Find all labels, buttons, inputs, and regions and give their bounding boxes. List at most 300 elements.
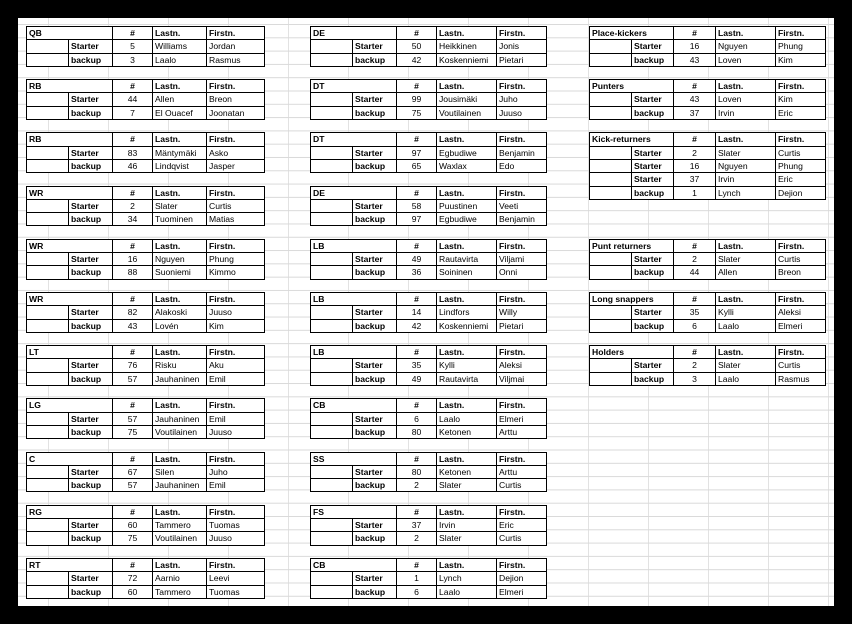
lastname-header[interactable]: Lastn. (153, 452, 207, 465)
firstname-cell[interactable]: Benjamin (497, 146, 547, 159)
position-label[interactable]: WR (27, 293, 113, 306)
empty-cell[interactable] (590, 106, 632, 119)
lastname-cell[interactable]: Nguyen (716, 159, 776, 172)
firstname-header[interactable]: Firstn. (207, 346, 265, 359)
role-cell[interactable]: Starter (632, 253, 674, 266)
lastname-header[interactable]: Lastn. (437, 452, 497, 465)
jersey-number-cell[interactable]: 42 (397, 319, 437, 332)
lastname-cell[interactable]: Laalo (437, 412, 497, 425)
number-header[interactable]: # (113, 399, 153, 412)
firstname-cell[interactable]: Eric (497, 519, 547, 532)
position-label[interactable]: RG (27, 505, 113, 518)
firstname-cell[interactable]: Jordan (207, 40, 265, 53)
firstname-header[interactable]: Firstn. (207, 505, 265, 518)
firstname-cell[interactable]: Emil (207, 412, 265, 425)
lastname-cell[interactable]: Slater (716, 253, 776, 266)
position-label[interactable]: CB (311, 559, 397, 572)
lastname-cell[interactable]: Slater (153, 199, 207, 212)
number-header[interactable]: # (113, 27, 153, 40)
number-header[interactable]: # (113, 452, 153, 465)
position-label[interactable]: RB (27, 133, 113, 146)
role-cell[interactable]: backup (353, 106, 397, 119)
jersey-number-cell[interactable]: 97 (397, 146, 437, 159)
lastname-cell[interactable]: Loven (716, 53, 776, 66)
jersey-number-cell[interactable]: 2 (674, 359, 716, 372)
lastname-cell[interactable]: Allen (153, 93, 207, 106)
lastname-cell[interactable]: Jauhaninen (153, 479, 207, 492)
empty-cell[interactable] (27, 159, 69, 172)
lastname-cell[interactable]: Tammero (153, 519, 207, 532)
position-label[interactable]: Punt returners (590, 239, 674, 252)
firstname-header[interactable]: Firstn. (207, 452, 265, 465)
lastname-cell[interactable]: Laalo (153, 53, 207, 66)
firstname-cell[interactable]: Onni (497, 266, 547, 279)
empty-cell[interactable] (590, 359, 632, 372)
firstname-cell[interactable]: Phung (776, 40, 826, 53)
firstname-cell[interactable]: Curtis (776, 146, 826, 159)
position-label[interactable]: WR (27, 186, 113, 199)
jersey-number-cell[interactable]: 36 (397, 266, 437, 279)
lastname-cell[interactable]: Nguyen (153, 253, 207, 266)
lastname-cell[interactable]: Loven (716, 93, 776, 106)
empty-cell[interactable] (27, 266, 69, 279)
jersey-number-cell[interactable]: 57 (113, 412, 153, 425)
jersey-number-cell[interactable]: 16 (113, 253, 153, 266)
lastname-cell[interactable]: Alakoski (153, 306, 207, 319)
firstname-header[interactable]: Firstn. (497, 505, 547, 518)
role-cell[interactable]: backup (632, 186, 674, 199)
number-header[interactable]: # (113, 559, 153, 572)
lastname-cell[interactable]: Irvin (437, 519, 497, 532)
jersey-number-cell[interactable]: 16 (674, 159, 716, 172)
empty-cell[interactable] (590, 319, 632, 332)
lastname-header[interactable]: Lastn. (153, 559, 207, 572)
jersey-number-cell[interactable]: 58 (397, 199, 437, 212)
lastname-cell[interactable]: Slater (716, 146, 776, 159)
number-header[interactable]: # (397, 346, 437, 359)
firstname-cell[interactable]: Juuso (207, 425, 265, 438)
firstname-header[interactable]: Firstn. (207, 239, 265, 252)
role-cell[interactable]: backup (632, 106, 674, 119)
firstname-cell[interactable]: Breon (776, 266, 826, 279)
jersey-number-cell[interactable]: 2 (674, 253, 716, 266)
jersey-number-cell[interactable]: 1 (397, 572, 437, 585)
empty-cell[interactable] (311, 572, 353, 585)
position-label[interactable]: LT (27, 346, 113, 359)
lastname-header[interactable]: Lastn. (437, 346, 497, 359)
lastname-header[interactable]: Lastn. (716, 80, 776, 93)
position-label[interactable]: Holders (590, 346, 674, 359)
empty-cell[interactable] (27, 53, 69, 66)
role-cell[interactable]: backup (69, 53, 113, 66)
role-cell[interactable]: backup (632, 53, 674, 66)
empty-cell[interactable] (590, 159, 632, 172)
jersey-number-cell[interactable]: 42 (397, 53, 437, 66)
lastname-header[interactable]: Lastn. (716, 27, 776, 40)
empty-cell[interactable] (27, 253, 69, 266)
jersey-number-cell[interactable]: 83 (113, 146, 153, 159)
position-label[interactable]: LG (27, 399, 113, 412)
jersey-number-cell[interactable]: 2 (397, 479, 437, 492)
lastname-cell[interactable]: Lindqvist (153, 159, 207, 172)
empty-cell[interactable] (311, 519, 353, 532)
role-cell[interactable]: backup (353, 425, 397, 438)
number-header[interactable]: # (674, 239, 716, 252)
lastname-cell[interactable]: Jauhaninen (153, 372, 207, 385)
firstname-cell[interactable]: Asko (207, 146, 265, 159)
jersey-number-cell[interactable]: 57 (113, 479, 153, 492)
role-cell[interactable]: Starter (353, 93, 397, 106)
empty-cell[interactable] (311, 532, 353, 545)
role-cell[interactable]: Starter (69, 199, 113, 212)
number-header[interactable]: # (397, 133, 437, 146)
firstname-header[interactable]: Firstn. (207, 293, 265, 306)
lastname-header[interactable]: Lastn. (437, 80, 497, 93)
role-cell[interactable]: backup (353, 372, 397, 385)
empty-cell[interactable] (311, 93, 353, 106)
empty-cell[interactable] (590, 40, 632, 53)
number-header[interactable]: # (397, 399, 437, 412)
lastname-cell[interactable]: Ketonen (437, 465, 497, 478)
firstname-cell[interactable]: Kimmo (207, 266, 265, 279)
role-cell[interactable]: backup (69, 532, 113, 545)
empty-cell[interactable] (590, 146, 632, 159)
firstname-cell[interactable]: Tuomas (207, 585, 265, 598)
firstname-cell[interactable]: Dejion (776, 186, 826, 199)
jersey-number-cell[interactable]: 6 (397, 585, 437, 598)
jersey-number-cell[interactable]: 3 (113, 53, 153, 66)
lastname-cell[interactable]: Slater (716, 359, 776, 372)
firstname-cell[interactable]: Juho (207, 465, 265, 478)
lastname-header[interactable]: Lastn. (153, 27, 207, 40)
firstname-header[interactable]: Firstn. (497, 80, 547, 93)
empty-cell[interactable] (590, 93, 632, 106)
number-header[interactable]: # (674, 346, 716, 359)
role-cell[interactable]: Starter (632, 306, 674, 319)
firstname-cell[interactable]: Edo (497, 159, 547, 172)
role-cell[interactable]: backup (69, 266, 113, 279)
lastname-cell[interactable]: Lindfors (437, 306, 497, 319)
firstname-cell[interactable]: Phung (776, 159, 826, 172)
role-cell[interactable]: backup (69, 425, 113, 438)
empty-cell[interactable] (311, 359, 353, 372)
jersey-number-cell[interactable]: 75 (397, 106, 437, 119)
position-label[interactable]: RB (27, 80, 113, 93)
jersey-number-cell[interactable]: 37 (674, 106, 716, 119)
firstname-header[interactable]: Firstn. (497, 186, 547, 199)
position-label[interactable]: CB (311, 399, 397, 412)
jersey-number-cell[interactable]: 60 (113, 585, 153, 598)
position-label[interactable]: DE (311, 186, 397, 199)
role-cell[interactable]: Starter (632, 40, 674, 53)
role-cell[interactable]: Starter (632, 146, 674, 159)
lastname-cell[interactable]: Puustinen (437, 199, 497, 212)
empty-cell[interactable] (590, 266, 632, 279)
role-cell[interactable]: backup (353, 213, 397, 226)
firstname-header[interactable]: Firstn. (207, 559, 265, 572)
firstname-header[interactable]: Firstn. (776, 293, 826, 306)
lastname-cell[interactable]: Waxlax (437, 159, 497, 172)
lastname-cell[interactable]: Heikkinen (437, 40, 497, 53)
lastname-header[interactable]: Lastn. (437, 505, 497, 518)
firstname-cell[interactable]: Arttu (497, 465, 547, 478)
lastname-cell[interactable]: Laalo (716, 372, 776, 385)
role-cell[interactable]: Starter (69, 40, 113, 53)
number-header[interactable]: # (674, 133, 716, 146)
firstname-cell[interactable]: Benjamin (497, 213, 547, 226)
role-cell[interactable]: Starter (632, 159, 674, 172)
empty-cell[interactable] (27, 359, 69, 372)
lastname-cell[interactable]: Tuominen (153, 213, 207, 226)
firstname-header[interactable]: Firstn. (776, 133, 826, 146)
role-cell[interactable]: Starter (353, 572, 397, 585)
firstname-header[interactable]: Firstn. (207, 399, 265, 412)
jersey-number-cell[interactable]: 6 (397, 412, 437, 425)
firstname-cell[interactable]: Willy (497, 306, 547, 319)
lastname-header[interactable]: Lastn. (716, 239, 776, 252)
jersey-number-cell[interactable]: 5 (113, 40, 153, 53)
firstname-header[interactable]: Firstn. (497, 293, 547, 306)
empty-cell[interactable] (311, 253, 353, 266)
lastname-cell[interactable]: Egbudiwe (437, 146, 497, 159)
role-cell[interactable]: backup (69, 319, 113, 332)
lastname-cell[interactable]: Jauhaninen (153, 412, 207, 425)
jersey-number-cell[interactable]: 37 (674, 173, 716, 186)
empty-cell[interactable] (311, 412, 353, 425)
empty-cell[interactable] (27, 532, 69, 545)
role-cell[interactable]: backup (353, 159, 397, 172)
number-header[interactable]: # (397, 452, 437, 465)
lastname-cell[interactable]: Irvin (716, 173, 776, 186)
firstname-cell[interactable]: Kim (776, 93, 826, 106)
role-cell[interactable]: Starter (353, 306, 397, 319)
role-cell[interactable]: backup (353, 53, 397, 66)
empty-cell[interactable] (311, 266, 353, 279)
firstname-cell[interactable]: Juuso (207, 306, 265, 319)
position-label[interactable]: LB (311, 346, 397, 359)
number-header[interactable]: # (113, 80, 153, 93)
jersey-number-cell[interactable]: 43 (674, 53, 716, 66)
empty-cell[interactable] (27, 106, 69, 119)
jersey-number-cell[interactable]: 35 (397, 359, 437, 372)
number-header[interactable]: # (397, 80, 437, 93)
role-cell[interactable]: backup (353, 532, 397, 545)
lastname-header[interactable]: Lastn. (153, 346, 207, 359)
lastname-cell[interactable]: Allen (716, 266, 776, 279)
jersey-number-cell[interactable]: 60 (113, 519, 153, 532)
role-cell[interactable]: backup (632, 372, 674, 385)
firstname-cell[interactable]: Emil (207, 479, 265, 492)
jersey-number-cell[interactable]: 16 (674, 40, 716, 53)
jersey-number-cell[interactable]: 80 (397, 425, 437, 438)
firstname-cell[interactable]: Pietari (497, 53, 547, 66)
jersey-number-cell[interactable]: 14 (397, 306, 437, 319)
lastname-cell[interactable]: Lovén (153, 319, 207, 332)
lastname-cell[interactable]: Laalo (437, 585, 497, 598)
firstname-cell[interactable]: Rasmus (207, 53, 265, 66)
jersey-number-cell[interactable]: 44 (113, 93, 153, 106)
jersey-number-cell[interactable]: 46 (113, 159, 153, 172)
lastname-header[interactable]: Lastn. (437, 186, 497, 199)
empty-cell[interactable] (311, 40, 353, 53)
firstname-cell[interactable]: Juuso (497, 106, 547, 119)
firstname-cell[interactable]: Curtis (776, 253, 826, 266)
firstname-cell[interactable]: Viljmai (497, 372, 547, 385)
empty-cell[interactable] (590, 186, 632, 199)
number-header[interactable]: # (113, 293, 153, 306)
role-cell[interactable]: backup (69, 479, 113, 492)
empty-cell[interactable] (590, 173, 632, 186)
empty-cell[interactable] (311, 146, 353, 159)
jersey-number-cell[interactable]: 82 (113, 306, 153, 319)
firstname-header[interactable]: Firstn. (776, 346, 826, 359)
firstname-header[interactable]: Firstn. (497, 559, 547, 572)
jersey-number-cell[interactable]: 80 (397, 465, 437, 478)
jersey-number-cell[interactable]: 97 (397, 213, 437, 226)
firstname-cell[interactable]: Aleksi (776, 306, 826, 319)
role-cell[interactable]: Starter (69, 93, 113, 106)
jersey-number-cell[interactable]: 35 (674, 306, 716, 319)
position-label[interactable]: Long snappers (590, 293, 674, 306)
position-label[interactable]: DT (311, 80, 397, 93)
empty-cell[interactable] (27, 372, 69, 385)
number-header[interactable]: # (674, 293, 716, 306)
empty-cell[interactable] (311, 585, 353, 598)
lastname-cell[interactable]: Laalo (716, 319, 776, 332)
lastname-cell[interactable]: Risku (153, 359, 207, 372)
role-cell[interactable]: Starter (632, 359, 674, 372)
number-header[interactable]: # (397, 559, 437, 572)
empty-cell[interactable] (311, 479, 353, 492)
lastname-cell[interactable]: Rautavirta (437, 253, 497, 266)
position-label[interactable]: Place-kickers (590, 27, 674, 40)
firstname-cell[interactable]: Jonis (497, 40, 547, 53)
empty-cell[interactable] (311, 425, 353, 438)
firstname-cell[interactable]: Eric (776, 173, 826, 186)
lastname-header[interactable]: Lastn. (153, 80, 207, 93)
lastname-cell[interactable]: Kylli (716, 306, 776, 319)
number-header[interactable]: # (113, 133, 153, 146)
lastname-header[interactable]: Lastn. (153, 186, 207, 199)
lastname-cell[interactable]: Rautavirta (437, 372, 497, 385)
jersey-number-cell[interactable]: 2 (113, 199, 153, 212)
firstname-cell[interactable]: Phung (207, 253, 265, 266)
firstname-header[interactable]: Firstn. (776, 27, 826, 40)
firstname-cell[interactable]: Kim (776, 53, 826, 66)
empty-cell[interactable] (590, 53, 632, 66)
role-cell[interactable]: backup (69, 585, 113, 598)
role-cell[interactable]: backup (353, 319, 397, 332)
role-cell[interactable]: backup (69, 213, 113, 226)
role-cell[interactable]: backup (69, 106, 113, 119)
lastname-header[interactable]: Lastn. (437, 293, 497, 306)
jersey-number-cell[interactable]: 1 (674, 186, 716, 199)
firstname-cell[interactable]: Curtis (207, 199, 265, 212)
lastname-header[interactable]: Lastn. (716, 346, 776, 359)
jersey-number-cell[interactable]: 99 (397, 93, 437, 106)
firstname-header[interactable]: Firstn. (776, 239, 826, 252)
lastname-header[interactable]: Lastn. (153, 133, 207, 146)
firstname-cell[interactable]: Eric (776, 106, 826, 119)
empty-cell[interactable] (27, 199, 69, 212)
firstname-cell[interactable]: Elmeri (776, 319, 826, 332)
role-cell[interactable]: Starter (353, 465, 397, 478)
number-header[interactable]: # (674, 80, 716, 93)
jersey-number-cell[interactable]: 76 (113, 359, 153, 372)
role-cell[interactable]: Starter (632, 93, 674, 106)
lastname-cell[interactable]: Koskenniemi (437, 53, 497, 66)
lastname-header[interactable]: Lastn. (716, 133, 776, 146)
empty-cell[interactable] (311, 106, 353, 119)
firstname-cell[interactable]: Curtis (497, 532, 547, 545)
lastname-cell[interactable]: Voutilainen (437, 106, 497, 119)
empty-cell[interactable] (311, 372, 353, 385)
lastname-cell[interactable]: Voutilainen (153, 425, 207, 438)
position-label[interactable]: FS (311, 505, 397, 518)
role-cell[interactable]: Starter (353, 359, 397, 372)
lastname-cell[interactable]: Nguyen (716, 40, 776, 53)
role-cell[interactable]: Starter (69, 465, 113, 478)
lastname-cell[interactable]: Suoniemi (153, 266, 207, 279)
lastname-cell[interactable]: Voutilainen (153, 532, 207, 545)
firstname-cell[interactable]: Pietari (497, 319, 547, 332)
lastname-cell[interactable]: Lynch (437, 572, 497, 585)
lastname-cell[interactable]: Lynch (716, 186, 776, 199)
empty-cell[interactable] (311, 199, 353, 212)
empty-cell[interactable] (311, 306, 353, 319)
role-cell[interactable]: backup (69, 159, 113, 172)
role-cell[interactable]: backup (353, 266, 397, 279)
lastname-cell[interactable]: Ketonen (437, 425, 497, 438)
jersey-number-cell[interactable]: 57 (113, 372, 153, 385)
empty-cell[interactable] (27, 465, 69, 478)
firstname-cell[interactable]: Arttu (497, 425, 547, 438)
jersey-number-cell[interactable]: 43 (674, 93, 716, 106)
role-cell[interactable]: Starter (353, 253, 397, 266)
empty-cell[interactable] (311, 213, 353, 226)
number-header[interactable]: # (113, 239, 153, 252)
role-cell[interactable]: backup (69, 372, 113, 385)
position-label[interactable]: LB (311, 239, 397, 252)
empty-cell[interactable] (590, 306, 632, 319)
role-cell[interactable]: Starter (353, 40, 397, 53)
empty-cell[interactable] (27, 319, 69, 332)
jersey-number-cell[interactable]: 44 (674, 266, 716, 279)
lastname-header[interactable]: Lastn. (153, 293, 207, 306)
jersey-number-cell[interactable]: 2 (674, 146, 716, 159)
number-header[interactable]: # (397, 239, 437, 252)
lastname-header[interactable]: Lastn. (437, 133, 497, 146)
position-label[interactable]: QB (27, 27, 113, 40)
firstname-cell[interactable]: Veeti (497, 199, 547, 212)
empty-cell[interactable] (27, 519, 69, 532)
empty-cell[interactable] (590, 372, 632, 385)
position-label[interactable]: DE (311, 27, 397, 40)
lastname-header[interactable]: Lastn. (437, 239, 497, 252)
role-cell[interactable]: Starter (69, 359, 113, 372)
jersey-number-cell[interactable]: 65 (397, 159, 437, 172)
jersey-number-cell[interactable]: 49 (397, 372, 437, 385)
number-header[interactable]: # (113, 186, 153, 199)
jersey-number-cell[interactable]: 7 (113, 106, 153, 119)
firstname-cell[interactable]: Joonatan (207, 106, 265, 119)
firstname-cell[interactable]: Breon (207, 93, 265, 106)
firstname-header[interactable]: Firstn. (207, 186, 265, 199)
lastname-header[interactable]: Lastn. (716, 293, 776, 306)
empty-cell[interactable] (590, 253, 632, 266)
firstname-cell[interactable]: Elmeri (497, 585, 547, 598)
lastname-cell[interactable]: Koskenniemi (437, 319, 497, 332)
